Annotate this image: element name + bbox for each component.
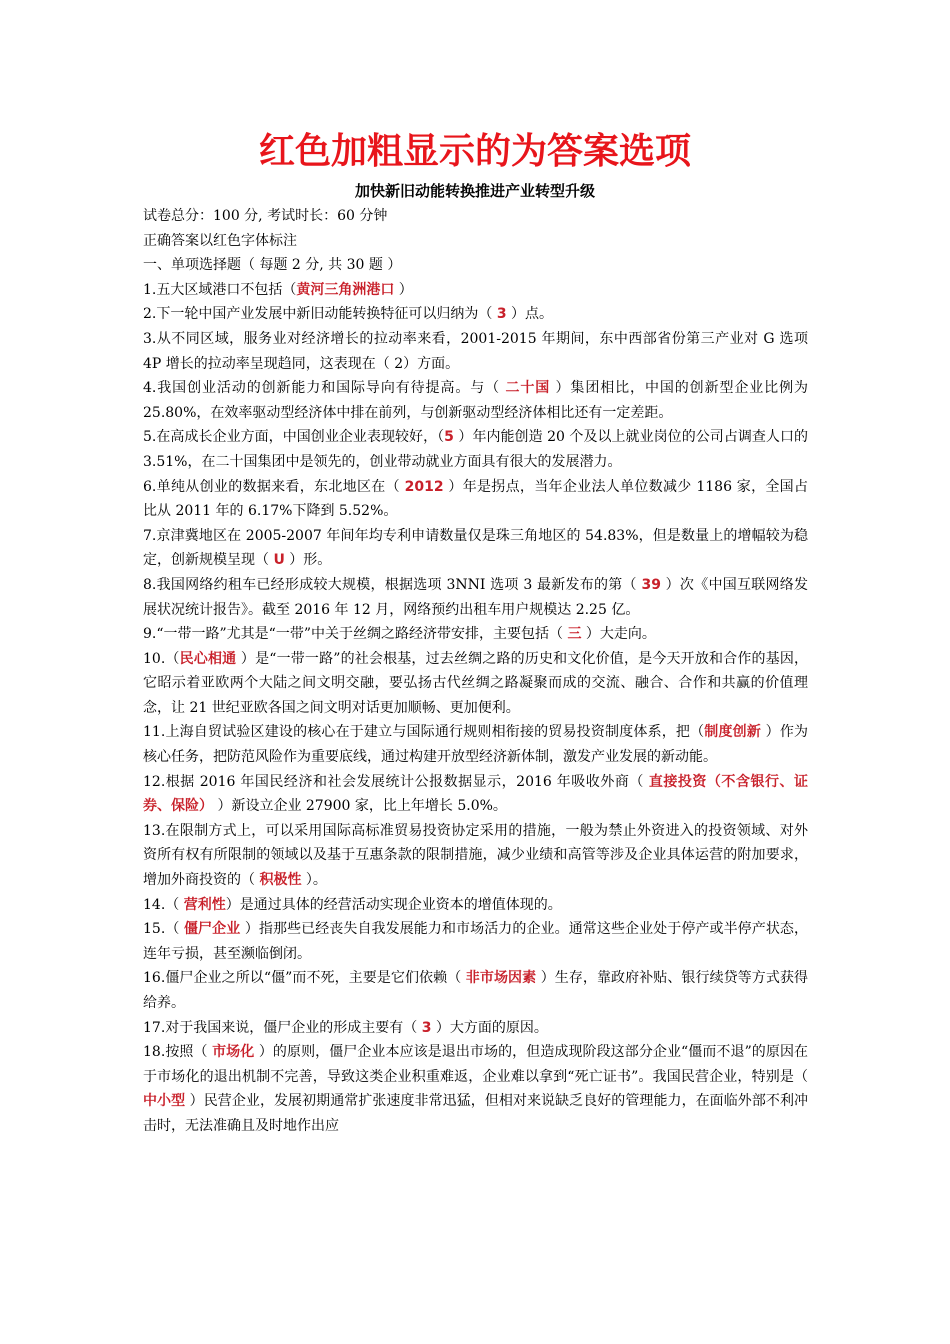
question-15: 15.（ 僵尸企业 ）指那些已经丧失自我发展能力和市场活力的企业。通常这些企业处于停产或半停产状态，连年亏损，甚至濒临倒闭。 bbox=[143, 921, 809, 962]
answer-17: 3 bbox=[421, 1019, 432, 1036]
document-subtitle: 加快新旧动能转换推进产业转型升级 bbox=[354, 182, 595, 200]
question-3: 3.从不同区域，服务业对经济增长的拉动率来看，2001-2015 年期间，东中西部省份第三产业对 G 选项 4P 增长的拉动率呈现趋同，这表现在（ 2）方面。 bbox=[143, 330, 808, 372]
answer-10: 民心相通 bbox=[179, 650, 237, 667]
answer-2: 3 bbox=[496, 306, 507, 323]
answer-14: 营利性 bbox=[183, 896, 226, 913]
answer-18b: 中小型 bbox=[143, 1093, 186, 1110]
answer-6: 2012 bbox=[404, 478, 444, 495]
answer-18: 市场化 bbox=[212, 1044, 255, 1061]
question-12: 12.根据 2016 年国民经济和社会发展统计公报数据显示，2016 年吸收外商（ 直接投资（不含银行、证券、保险） ）新设立企业 27900 家，比上年增长 5.0%。 bbox=[143, 773, 809, 815]
section-heading: 一、单项选择题（ 每题 2 分, 共 30 题 ） bbox=[143, 257, 402, 274]
question-13: 13.在限制方式上，可以采用国际高标准贸易投资协定采用的措施，一般为禁止外资进入的投资领域、对外资所有权有所限制的领域以及基于互惠条款的限制措施，减少业绩和高管等涉及企业具体运营的附加要求，增加外商投资的（ 积极性 ）。 bbox=[143, 822, 808, 889]
question-7: 7.京津冀地区在 2005-2007 年间年均专利申请数量仅是珠三角地区的 54.83%，但是数量上的增幅较为稳定，创新规模呈现（ U ）形。 bbox=[143, 527, 808, 569]
answer-15: 僵尸企业 bbox=[183, 921, 241, 938]
answer-11: 制度创新 bbox=[704, 724, 762, 741]
question-5: 5.在高成长企业方面，中国创业企业表现较好，（5 ）年内能创造 20 个及以上就业岗位的公司占调查人口的 3.51%，在二十国集团中是领先的，创业带动就业方面具有很大的发展潜力。 bbox=[143, 429, 808, 470]
question-9: 9.“一带一路”尤其是“一带”中关于丝绸之路经济带安排，主要包括（ 三 ）大走向。 bbox=[143, 626, 656, 643]
question-1: 1.五大区域港口不包括（黄河三角洲港口 ） bbox=[143, 281, 413, 298]
answer-9: 三 bbox=[567, 626, 582, 643]
answer-13: 积极性 bbox=[259, 872, 302, 889]
answer-4: 二十国 bbox=[505, 380, 551, 397]
answer-8: 39 bbox=[641, 576, 661, 593]
question-8: 8.我国网络约租车已经形成较大规模，根据选项 3NNI 选项 3 最新发布的第（ 39 ）次《中国互联网络发展状况统计报告》。截至 2016 年 12 月，网络预约出租车用户规模达 2.25 亿。 bbox=[143, 576, 808, 618]
question-4: 4.我国创业活动的创新能力和国际导向有待提高。与（ 二十国 ）集团相比，中国的创新型企业比例为 25.80%，在效率驱动型经济体中排在前列，与创新驱动型经济体相比还有一定差距。 bbox=[143, 380, 808, 421]
document-body bbox=[143, 204, 808, 1139]
question-11: 11.上海自贸试验区建设的核心在于建立与国际通行规则相衔接的贸易投资制度体系，把（制度创新 ）作为核心任务，把防范风险作为重要底线，通过构建开放型经济新体制，激发产业发展的新动能。 bbox=[143, 724, 809, 766]
question-14: 14.（ 营利性）是通过具体的经营活动实现企业资本的增值体现的。 bbox=[143, 896, 562, 913]
question-16: 16.僵尸企业之所以“僵”而不死，主要是它们依赖（ 非市场因素 ）生存，靠政府补贴、银行续贷等方式获得给养。 bbox=[143, 970, 809, 1011]
answer-12: 直接投资（不含银行、证券、保险） bbox=[143, 773, 809, 815]
answer-7: U bbox=[273, 552, 285, 569]
document-title: 红色加粗显示的为答案选项 bbox=[258, 130, 691, 172]
question-6: 6.单纯从创业的数据来看，东北地区在（ 2012 ）年是拐点，当年企业法人单位数减少 1186 家，全国占比从 2011 年的 6.17%下降到 5.52%。 bbox=[143, 478, 808, 520]
question-17: 17.对于我国来说，僵尸企业的形成主要有（ 3 ）大方面的原因。 bbox=[143, 1019, 548, 1036]
answer-5: 5 bbox=[444, 429, 454, 446]
question-2: 2.下一轮中国产业发展中新旧动能转换特征可以归纳为（ 3 ）点。 bbox=[143, 306, 554, 323]
answer-16: 非市场因素 bbox=[465, 970, 537, 987]
answer-note: 正确答案以红色字体标注 bbox=[143, 232, 297, 249]
question-10: 10.（民心相通 ）是“一带一路”的社会根基，过去丝绸之路的历史和文化价值，是今天开放和合作的基因，它昭示着亚欧两个大陆之间文明交融，要弘扬古代丝绸之路凝聚而成的交流、融合、合作和共赢的价值理念，让 21 世纪亚欧各国之间文明对话更加顺畅、更加便利。 bbox=[143, 650, 809, 716]
question-18: 18.按照（ 市场化 ）的原则，僵尸企业本应该是退出市场的，但造成现阶段这部分企业“僵而不退”的原因在于市场化的退出机制不完善，导致这类企业积重难返，企业难以拿到“死亡证书”。我国民营企业，特别是（ 中小型 ）民营企业，发展初期通常扩张速度非常迅猛，但相对来说缺乏良好的管理能力，在面临外部不利冲击时，无法准确且及时地作出应 bbox=[143, 1044, 809, 1134]
answer-1: 黄河三角洲港口 bbox=[296, 281, 395, 298]
exam-meta: 试卷总分：100 分, 考试时长：60 分钟 bbox=[143, 208, 388, 224]
